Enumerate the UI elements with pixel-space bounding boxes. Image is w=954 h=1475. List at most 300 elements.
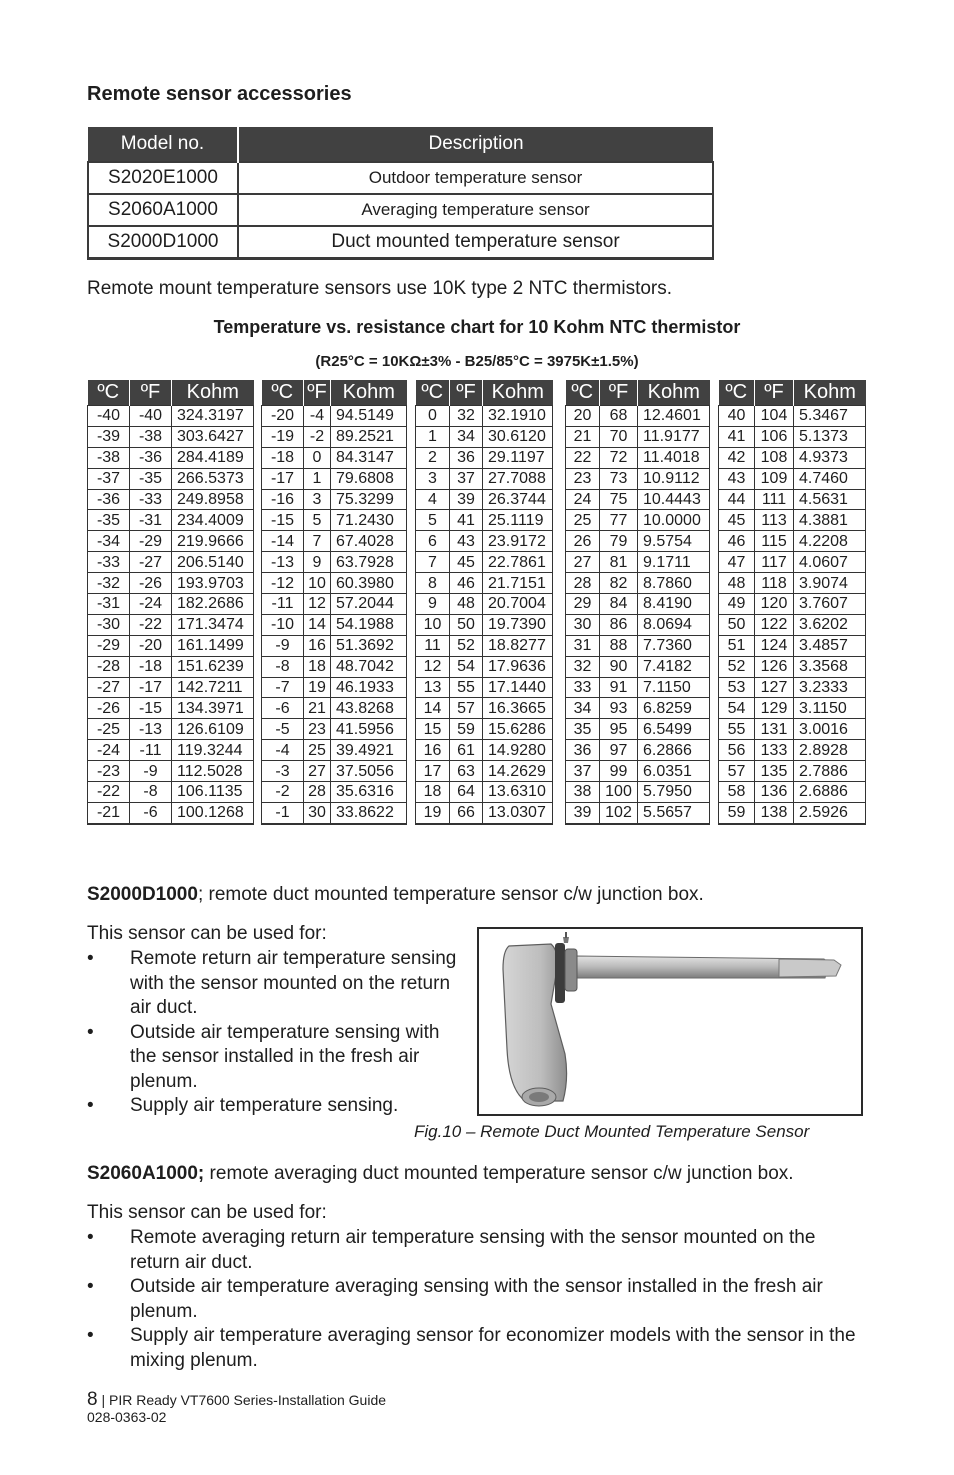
kohm-cell: 9.1711	[638, 552, 710, 573]
kohm-cell: 37.5056	[331, 761, 407, 782]
kohm-cell: 16.3665	[483, 698, 553, 719]
celsius-cell: -16	[262, 489, 304, 510]
table-row	[566, 614, 710, 635]
kohm-cell: 3.9074	[794, 573, 866, 594]
table-header-row	[566, 380, 710, 406]
fahrenheit-cell: -4	[304, 406, 331, 427]
kohm-cell: 18.8277	[483, 635, 553, 656]
table-row	[416, 447, 553, 468]
table-row	[416, 677, 553, 698]
fahrenheit-cell: 133	[755, 740, 794, 761]
kohm-cell: 14.9280	[483, 740, 553, 761]
fahrenheit-cell: 7	[304, 531, 331, 552]
table-row	[416, 426, 553, 447]
table-row	[262, 677, 407, 698]
header-celsius: ºC	[416, 380, 450, 406]
table-row	[719, 802, 866, 823]
fahrenheit-cell: 122	[755, 614, 794, 635]
celsius-cell: 12	[416, 656, 450, 677]
fahrenheit-cell: 10	[304, 573, 331, 594]
header-kohm: Kohm	[483, 380, 553, 406]
celsius-cell: 41	[719, 426, 755, 447]
kohm-cell: 151.6239	[172, 656, 254, 677]
fahrenheit-cell: 86	[600, 614, 638, 635]
celsius-cell: -23	[88, 761, 130, 782]
table-row	[262, 656, 407, 677]
celsius-cell: -10	[262, 614, 304, 635]
fahrenheit-cell: 55	[450, 677, 483, 698]
table-row	[566, 426, 710, 447]
celsius-cell: 24	[566, 489, 600, 510]
celsius-cell: -31	[88, 594, 130, 615]
kohm-cell: 3.3568	[794, 656, 866, 677]
fahrenheit-cell: 66	[450, 802, 483, 823]
fahrenheit-cell: -11	[130, 740, 172, 761]
table-row	[719, 510, 866, 531]
accessories-table	[87, 127, 714, 260]
table-row	[88, 719, 254, 740]
fahrenheit-cell: 135	[755, 761, 794, 782]
table-row	[566, 802, 710, 823]
fahrenheit-cell: 102	[600, 802, 638, 823]
kohm-cell: 5.7950	[638, 782, 710, 803]
fahrenheit-cell: 75	[600, 489, 638, 510]
header-fahrenheit: ºF	[130, 380, 172, 406]
list-item-text: Remote averaging return air temperature sensing with the sensor mounted on the return air duct.	[130, 1227, 816, 1273]
table-row	[416, 719, 553, 740]
celsius-cell: -32	[88, 573, 130, 594]
table-row	[416, 531, 553, 552]
celsius-cell: 54	[719, 698, 755, 719]
list-item-text: Outside air temperature averaging sensing with the sensor installed in the fresh air plenum.	[130, 1276, 823, 1322]
celsius-cell: 32	[566, 656, 600, 677]
kohm-cell: 10.4443	[638, 489, 710, 510]
celsius-cell: -13	[262, 552, 304, 573]
kohm-cell: 60.3980	[331, 573, 407, 594]
table-row	[416, 802, 553, 823]
table-row	[88, 447, 254, 468]
table-row	[566, 656, 710, 677]
fahrenheit-cell: 9	[304, 552, 331, 573]
fahrenheit-cell: 28	[304, 782, 331, 803]
table-row	[566, 510, 710, 531]
fahrenheit-cell: 57	[450, 698, 483, 719]
fahrenheit-cell: 124	[755, 635, 794, 656]
kohm-cell: 19.7390	[483, 614, 553, 635]
kohm-cell: 12.4601	[638, 406, 710, 427]
table-row	[262, 552, 407, 573]
table-row	[416, 656, 553, 677]
table-row	[719, 677, 866, 698]
table-row	[416, 635, 553, 656]
celsius-cell: -2	[262, 782, 304, 803]
kohm-cell: 14.2629	[483, 761, 553, 782]
accessory-row	[88, 226, 713, 259]
kohm-cell: 48.7042	[331, 656, 407, 677]
table-row	[88, 573, 254, 594]
accessories-header-row	[88, 127, 713, 162]
list-item	[87, 1226, 867, 1275]
table-row	[719, 635, 866, 656]
table-row	[262, 406, 407, 427]
fahrenheit-cell: 70	[600, 426, 638, 447]
header-fahrenheit: ºF	[755, 380, 794, 406]
celsius-cell: 56	[719, 740, 755, 761]
kohm-cell: 10.0000	[638, 510, 710, 531]
celsius-cell: -4	[262, 740, 304, 761]
celsius-cell: 33	[566, 677, 600, 698]
kohm-cell: 41.5956	[331, 719, 407, 740]
fahrenheit-cell: 5	[304, 510, 331, 531]
header-celsius: ºC	[88, 380, 130, 406]
kohm-cell: 3.6202	[794, 614, 866, 635]
celsius-cell: -27	[88, 677, 130, 698]
celsius-cell: -3	[262, 761, 304, 782]
table-row	[416, 594, 553, 615]
fahrenheit-cell: -24	[130, 594, 172, 615]
list-item	[87, 1021, 467, 1095]
table-row	[719, 719, 866, 740]
table-row	[88, 677, 254, 698]
kohm-cell: 266.5373	[172, 468, 254, 489]
fahrenheit-cell: 84	[600, 594, 638, 615]
kohm-cell: 4.2208	[794, 531, 866, 552]
kohm-cell: 4.3881	[794, 510, 866, 531]
table-row	[88, 531, 254, 552]
header-fahrenheit: ºF	[450, 380, 483, 406]
kohm-cell: 7.4182	[638, 656, 710, 677]
accessory-model: S2020E1000	[88, 162, 238, 194]
fahrenheit-cell: 52	[450, 635, 483, 656]
list-item	[87, 1094, 467, 1119]
table-row	[566, 635, 710, 656]
celsius-cell: -22	[88, 782, 130, 803]
fahrenheit-cell: 118	[755, 573, 794, 594]
fahrenheit-cell: 127	[755, 677, 794, 698]
kohm-cell: 206.5140	[172, 552, 254, 573]
kohm-cell: 4.9373	[794, 447, 866, 468]
kohm-cell: 79.6808	[331, 468, 407, 489]
table-row	[88, 489, 254, 510]
bullet: •	[87, 1095, 94, 1116]
s2000-description	[87, 883, 704, 908]
fahrenheit-cell: -2	[304, 426, 331, 447]
celsius-cell: 4	[416, 489, 450, 510]
kohm-cell: 2.6886	[794, 782, 866, 803]
celsius-cell: 45	[719, 510, 755, 531]
celsius-cell: -7	[262, 677, 304, 698]
list-item-text: Outside air temperature sensing with the sensor installed in the fresh air plenum.	[130, 1021, 440, 1092]
duct-sensor-illustration	[479, 929, 861, 1114]
celsius-cell: -12	[262, 573, 304, 594]
header-celsius: ºC	[262, 380, 304, 406]
celsius-cell: -26	[88, 698, 130, 719]
table-row	[719, 761, 866, 782]
table-row	[566, 531, 710, 552]
document-code: 028-0363-02	[87, 1409, 167, 1425]
table-row	[88, 698, 254, 719]
table-row	[719, 740, 866, 761]
kohm-cell: 4.0607	[794, 552, 866, 573]
celsius-cell: -33	[88, 552, 130, 573]
s2000-uses-list	[87, 947, 467, 1119]
celsius-cell: -8	[262, 656, 304, 677]
celsius-cell: 35	[566, 719, 600, 740]
fahrenheit-cell: 32	[450, 406, 483, 427]
kohm-cell: 51.3692	[331, 635, 407, 656]
table-row	[262, 573, 407, 594]
fahrenheit-cell: -38	[130, 426, 172, 447]
fahrenheit-cell: 23	[304, 719, 331, 740]
table-row	[262, 426, 407, 447]
s2060-description	[87, 1162, 794, 1187]
table-row	[88, 426, 254, 447]
s2000-rest: ; remote duct mounted temperature sensor c/w junction box.	[197, 884, 704, 905]
table-row	[88, 406, 254, 427]
fahrenheit-cell: 34	[450, 426, 483, 447]
kohm-cell: 57.2044	[331, 594, 407, 615]
celsius-cell: 31	[566, 635, 600, 656]
list-item	[87, 1275, 867, 1324]
fahrenheit-cell: 19	[304, 677, 331, 698]
kohm-cell: 6.2866	[638, 740, 710, 761]
kohm-cell: 324.3197	[172, 406, 254, 427]
fahrenheit-cell: 61	[450, 740, 483, 761]
fahrenheit-cell: -9	[130, 761, 172, 782]
s2000-intro: This sensor can be used for:	[87, 923, 327, 944]
kohm-cell: 71.2430	[331, 510, 407, 531]
kohm-cell: 112.5028	[172, 761, 254, 782]
kohm-cell: 26.3744	[483, 489, 553, 510]
fahrenheit-cell: 73	[600, 468, 638, 489]
header-kohm: Kohm	[638, 380, 710, 406]
table-header-row	[88, 380, 254, 406]
celsius-cell: 36	[566, 740, 600, 761]
fahrenheit-cell: 72	[600, 447, 638, 468]
header-model: Model no.	[88, 127, 238, 162]
table-row	[719, 656, 866, 677]
celsius-cell: 0	[416, 406, 450, 427]
accessory-description: Averaging temperature sensor	[238, 194, 713, 226]
table-row	[719, 447, 866, 468]
table-row	[566, 782, 710, 803]
fahrenheit-cell: 120	[755, 594, 794, 615]
celsius-cell: 52	[719, 656, 755, 677]
table-row	[416, 573, 553, 594]
celsius-cell: -25	[88, 719, 130, 740]
table-header-row	[262, 380, 407, 406]
celsius-cell: 55	[719, 719, 755, 740]
list-item	[87, 947, 467, 1021]
fahrenheit-cell: 36	[450, 447, 483, 468]
kohm-cell: 3.1150	[794, 698, 866, 719]
table-row	[719, 426, 866, 447]
kohm-cell: 20.7004	[483, 594, 553, 615]
celsius-cell: 40	[719, 406, 755, 427]
fahrenheit-cell: 95	[600, 719, 638, 740]
table-row	[566, 573, 710, 594]
kohm-cell: 29.1197	[483, 447, 553, 468]
table-row	[262, 510, 407, 531]
fahrenheit-cell: -40	[130, 406, 172, 427]
fahrenheit-cell: 16	[304, 635, 331, 656]
kohm-cell: 25.1119	[483, 510, 553, 531]
table-row	[262, 761, 407, 782]
table-row	[88, 594, 254, 615]
bullet: •	[87, 1325, 94, 1346]
fahrenheit-cell: -22	[130, 614, 172, 635]
celsius-cell: 19	[416, 802, 450, 823]
celsius-cell: 44	[719, 489, 755, 510]
table-row	[262, 782, 407, 803]
page-footer	[87, 1389, 386, 1411]
celsius-cell: 46	[719, 531, 755, 552]
kohm-cell: 6.8259	[638, 698, 710, 719]
header-description: Description	[238, 127, 713, 162]
accessory-model: S2060A1000	[88, 194, 238, 226]
table-row	[88, 761, 254, 782]
table-row	[88, 510, 254, 531]
kohm-cell: 9.5754	[638, 531, 710, 552]
table-header-row	[719, 380, 866, 406]
kohm-cell: 23.9172	[483, 531, 553, 552]
celsius-cell: 23	[566, 468, 600, 489]
celsius-cell: 10	[416, 614, 450, 635]
table-row	[719, 468, 866, 489]
s2060-rest: remote averaging duct mounted temperature sensor c/w junction box.	[204, 1163, 794, 1184]
guide-title: | PIR Ready VT7600 Series-Installation Guide	[97, 1392, 387, 1408]
fahrenheit-cell: -13	[130, 719, 172, 740]
celsius-cell: -6	[262, 698, 304, 719]
celsius-cell: 3	[416, 468, 450, 489]
kohm-cell: 27.7088	[483, 468, 553, 489]
fahrenheit-cell: 82	[600, 573, 638, 594]
bullet: •	[87, 1021, 94, 1043]
header-celsius: ºC	[719, 380, 755, 406]
celsius-cell: 18	[416, 782, 450, 803]
celsius-cell: 1	[416, 426, 450, 447]
table-row	[719, 406, 866, 427]
celsius-cell: 39	[566, 802, 600, 823]
celsius-cell: 7	[416, 552, 450, 573]
table-row	[416, 761, 553, 782]
kohm-cell: 5.5657	[638, 802, 710, 823]
celsius-cell: 17	[416, 761, 450, 782]
table-row	[262, 740, 407, 761]
celsius-cell: 50	[719, 614, 755, 635]
kohm-cell: 89.2521	[331, 426, 407, 447]
fahrenheit-cell: 43	[450, 531, 483, 552]
celsius-cell: -19	[262, 426, 304, 447]
kohm-cell: 2.5926	[794, 802, 866, 823]
table-row	[88, 614, 254, 635]
table-row	[262, 468, 407, 489]
kohm-cell: 21.7151	[483, 573, 553, 594]
fahrenheit-cell: -27	[130, 552, 172, 573]
celsius-cell: 5	[416, 510, 450, 531]
kohm-cell: 6.0351	[638, 761, 710, 782]
celsius-cell: 58	[719, 782, 755, 803]
kohm-cell: 3.4857	[794, 635, 866, 656]
fahrenheit-cell: 45	[450, 552, 483, 573]
fahrenheit-cell: 138	[755, 802, 794, 823]
kohm-cell: 15.6286	[483, 719, 553, 740]
kohm-cell: 5.1373	[794, 426, 866, 447]
fahrenheit-cell: 90	[600, 656, 638, 677]
resistance-table-block	[565, 380, 710, 825]
table-row	[566, 552, 710, 573]
kohm-cell: 4.5631	[794, 489, 866, 510]
fahrenheit-cell: -33	[130, 489, 172, 510]
celsius-cell: 51	[719, 635, 755, 656]
fahrenheit-cell: 54	[450, 656, 483, 677]
celsius-cell: -36	[88, 489, 130, 510]
header-celsius: ºC	[566, 380, 600, 406]
kohm-cell: 94.5149	[331, 406, 407, 427]
table-row	[719, 552, 866, 573]
fahrenheit-cell: 25	[304, 740, 331, 761]
kohm-cell: 4.7460	[794, 468, 866, 489]
fahrenheit-cell: -29	[130, 531, 172, 552]
celsius-cell: 14	[416, 698, 450, 719]
fahrenheit-cell: 129	[755, 698, 794, 719]
fahrenheit-cell: 39	[450, 489, 483, 510]
s2060-model: S2060A1000;	[87, 1163, 205, 1184]
celsius-cell: -9	[262, 635, 304, 656]
fahrenheit-cell: 30	[304, 802, 331, 823]
fahrenheit-cell: -35	[130, 468, 172, 489]
table-row	[566, 719, 710, 740]
table-row	[719, 614, 866, 635]
celsius-cell: 43	[719, 468, 755, 489]
celsius-cell: 59	[719, 802, 755, 823]
accessory-description: Outdoor temperature sensor	[238, 162, 713, 194]
celsius-cell: -15	[262, 510, 304, 531]
kohm-cell: 106.1135	[172, 782, 254, 803]
kohm-cell: 67.4028	[331, 531, 407, 552]
kohm-cell: 32.1910	[483, 406, 553, 427]
kohm-cell: 161.1499	[172, 635, 254, 656]
celsius-cell: -29	[88, 635, 130, 656]
header-kohm: Kohm	[172, 380, 254, 406]
kohm-cell: 84.3147	[331, 447, 407, 468]
celsius-cell: 13	[416, 677, 450, 698]
celsius-cell: 28	[566, 573, 600, 594]
celsius-cell: 29	[566, 594, 600, 615]
kohm-cell: 126.6109	[172, 719, 254, 740]
celsius-cell: 38	[566, 782, 600, 803]
ntc-note: Remote mount temperature sensors use 10K type 2 NTC thermistors.	[87, 278, 673, 299]
fahrenheit-cell: 63	[450, 761, 483, 782]
header-fahrenheit: ºF	[600, 380, 638, 406]
celsius-cell: 49	[719, 594, 755, 615]
table-row	[566, 677, 710, 698]
kohm-cell: 43.8268	[331, 698, 407, 719]
fahrenheit-cell: 18	[304, 656, 331, 677]
fahrenheit-cell: 136	[755, 782, 794, 803]
resistance-table-block	[718, 380, 866, 825]
celsius-cell: -34	[88, 531, 130, 552]
table-row	[719, 698, 866, 719]
kohm-cell: 171.3474	[172, 614, 254, 635]
celsius-cell: -28	[88, 656, 130, 677]
accessory-model: S2000D1000	[88, 226, 238, 259]
celsius-cell: 25	[566, 510, 600, 531]
table-row	[262, 447, 407, 468]
table-row	[88, 802, 254, 823]
list-item	[87, 1324, 867, 1373]
table-row	[262, 719, 407, 740]
